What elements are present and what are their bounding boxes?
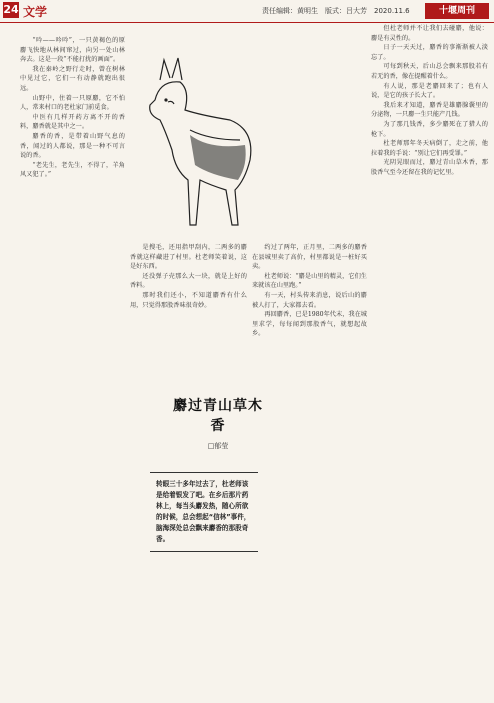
article-column-2-top [130, 243, 247, 391]
article-column-4 [371, 24, 488, 698]
paragraph: 再回麝香，已是1980年代末，我在城里求学，每每闻到那股香气，就想起故乡。 [252, 311, 367, 338]
masthead: 十堰周刊 [425, 3, 489, 19]
paragraph: 还没弹子壳那么大一块，就是上好的香料。 [130, 272, 247, 290]
paragraph: 杜老师说：“麝是山里的精灵，它们生来就该在山里跑。” [252, 272, 367, 290]
article-byline: □郁莹 [207, 442, 229, 450]
article-column-3 [252, 243, 367, 698]
page-number: 24 [3, 3, 19, 16]
section-title: 文学 [23, 5, 48, 19]
article-summary: 转眼三十多年过去了，杜老师该是给着银发了吧。在乡后那片药林上，每当头麝发热，随心所欲的时候，总会想起“信林”事件，脑海深处总会飘来麝香的那股奇香。 [150, 472, 258, 552]
paragraph: 是搜毛，还用指甲刮内，二两多的麝香就这样藏进了村里。杜老师笑着说，这是好东西。 [130, 244, 247, 271]
paragraph: “老先生，老先生，不得了，羊角风又犯了。” [20, 161, 125, 179]
paragraph: 中医有几样开药方离不开的香料，麝香就是其中之一。 [20, 113, 125, 131]
paragraph: 为了那几钱香，多少麝死在了猎人的枪下。 [371, 120, 488, 138]
article-column-1 [20, 36, 125, 696]
editor-meta: 责任编辑：黄明生 版式：吕大芳 2020.11.6 [262, 7, 410, 15]
paragraph: 我在秦岭之野行走时，曾在树林中见过它，它们一有动静就跑出很远。 [20, 65, 125, 92]
page-header [0, 0, 494, 23]
paragraph: 可每到秋天，后山总会飘来那股若有若无的香，像在提醒着什么。 [371, 63, 488, 80]
paragraph: 山野中，住着一只原麝，它不怕人，常来村口的老杜家门前觅食。 [20, 94, 125, 112]
paragraph: 杜老师那年冬天病倒了，走之前，他拉着我的手说：“别让它们再受罪。” [371, 140, 488, 157]
paragraph: 麝香的香，是带着山野气息的香，闻过的人都说，那是一种不可言说的香。 [20, 132, 125, 160]
paragraph: 光阴晃眼而过，麝过青山草木香，那股香气至今还留在我的记忆里。 [371, 159, 488, 176]
paragraph: 有一天，村头传来消息，说后山的麝被人打了，大家都去看。 [252, 291, 367, 309]
paragraph: 我后来才知道，麝香是雄麝腺囊里的分泌物，一只麝一生只能产几钱。 [371, 101, 488, 119]
paragraph: 但杜老师并不让我们去碰麝，他说：麝是有灵性的。 [371, 25, 488, 42]
paragraph: 日子一天天过，麝香的事渐渐被人淡忘了。 [371, 44, 488, 61]
musk-deer-illustration [130, 40, 270, 230]
article-title: 麝过青山草木香 [173, 398, 263, 434]
paragraph: 有人说，那是老麝回来了；也有人说，是它的孩子长大了。 [371, 82, 488, 100]
paragraph: “吟——吟吟”，一只黄褐色的原麝飞快地从林间窜过，向另一处山林奔去。这是一段“不能打扰的画面”。 [20, 37, 125, 64]
paragraph: 约过了两年，正月里，二两多的麝香在县城里卖了高价，村里都说是一桩好买卖。 [252, 244, 367, 271]
paragraph: 那时我们还小，不知道麝香有什么用，只觉得那股香味很奇妙。 [130, 291, 247, 309]
